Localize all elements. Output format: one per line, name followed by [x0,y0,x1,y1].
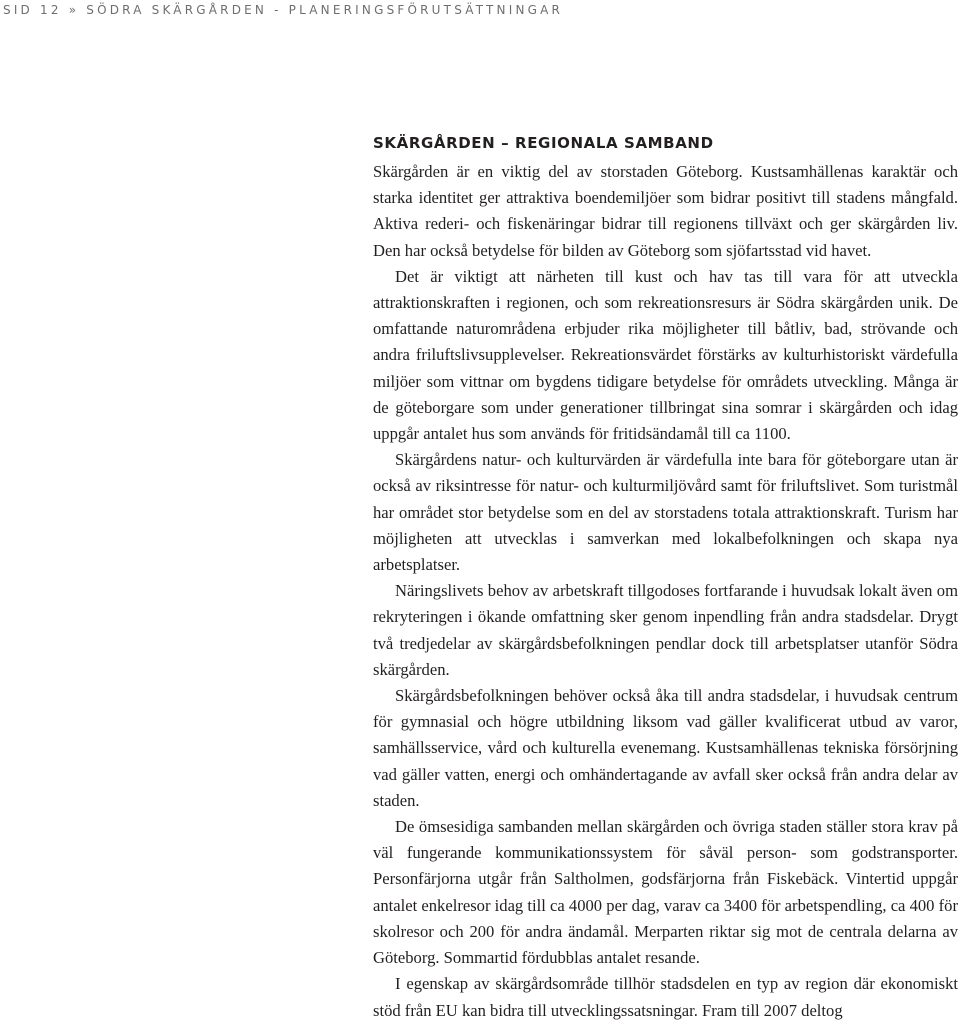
article-body [373,133,958,1024]
paragraph-intro: Skärgården är en viktig del av storstaden Göteborg. Kustsamhällenas karaktär och starka identitet ger attraktiva boendemiljöer som bidrar positivt till stadens mångfald. Aktiva rederi- och fiskenäringar bidrar till regionens tillväxt och ger skärgården liv. Den har också betydelse för bilden av Göteborg som sjöfartsstad vid havet. [373,162,958,260]
paragraph-transport: De ömsesidiga sambanden mellan skärgården och övriga staden ställer stora krav på väl fungerande kommunikationssystem för såväl person- som godstransporter. Personfärjorna utgår från Saltholmen, godsfärjorna från Fiskebäck. Vintertid uppgår antalet enkelresor idag till ca 4000 per dag, varav ca 3400 för arbetspendling, ca 400 för skolresor och 200 för andra ändamål. Merparten riktar sig mot de centrala delarna av Göteborg. Sommartid fördubblas antalet resande. [373,817,958,968]
paragraph-labour: Näringslivets behov av arbetskraft tillgodoses fortfarande i huvudsak lokalt även om rekryteringen i ökande omfattning sker genom inpendling från andra stadsdelar. Drygt två tredjedelar av skärgårdsbefolkningen pendlar dock till arbetsplatser utanför Södra skärgården. [373,581,958,679]
running-header: SID 12 » SÖDRA SKÄRGÅRDEN - PLANERINGSFÖRUTSÄTTNINGAR [3,3,564,17]
paragraph-tourism: Skärgårdens natur- och kulturvärden är värdefulla inte bara för göteborgare utan är också av riksintresse för natur- och kulturmiljövård samt för friluftslivet. Som turistmål har området stor betydelse som en del av storstadens totala attraktionskraft. Turism har möjligheten att utvecklas i samverkan med lokalbefolkningen och skapa nya arbetsplatser. [373,450,958,575]
paragraph-services: Skärgårdsbefolkningen behöver också åka till andra stadsdelar, i huvudsak centrum för gymnasial och högre utbildning liksom vad gäller kvalificerat utbud av varor, samhällsservice, vård och kulturella evenemang. Kustsamhällenas tekniska försörjning vad gäller vatten, energi och omhändertagande av avfall sker också från andra delar av staden. [373,686,958,810]
paragraph-recreation: Det är viktigt att närheten till kust och hav tas till vara för att utveckla attraktionskraften i regionen, och som rekreationsresurs är Södra skärgården unik. De omfattande naturområdena erbjuder rika möjligheter till båtliv, bad, strövande och andra friluftslivsupplevelser. Rekreationsvärdet förstärks av kulturhistoriskt värdefulla miljöer som vittnar om bygdens tidigare betydelse för områdets utveckling. Många är de göteborgare som under generationer tillbringat sina somrar i skärgården och idag uppgår antalet hus som används för fritidsändamål till ca 1100. [373,266,958,444]
section-heading: SKÄRGÅRDEN – REGIONALA SAMBAND [373,134,714,152]
paragraph-eu-support: I egenskap av skärgårdsområde tillhör stadsdelen en typ av region där ekonomiskt stöd från EU kan bidra till utvecklingssatsningar. Fram till 2007 deltog [373,974,958,1020]
